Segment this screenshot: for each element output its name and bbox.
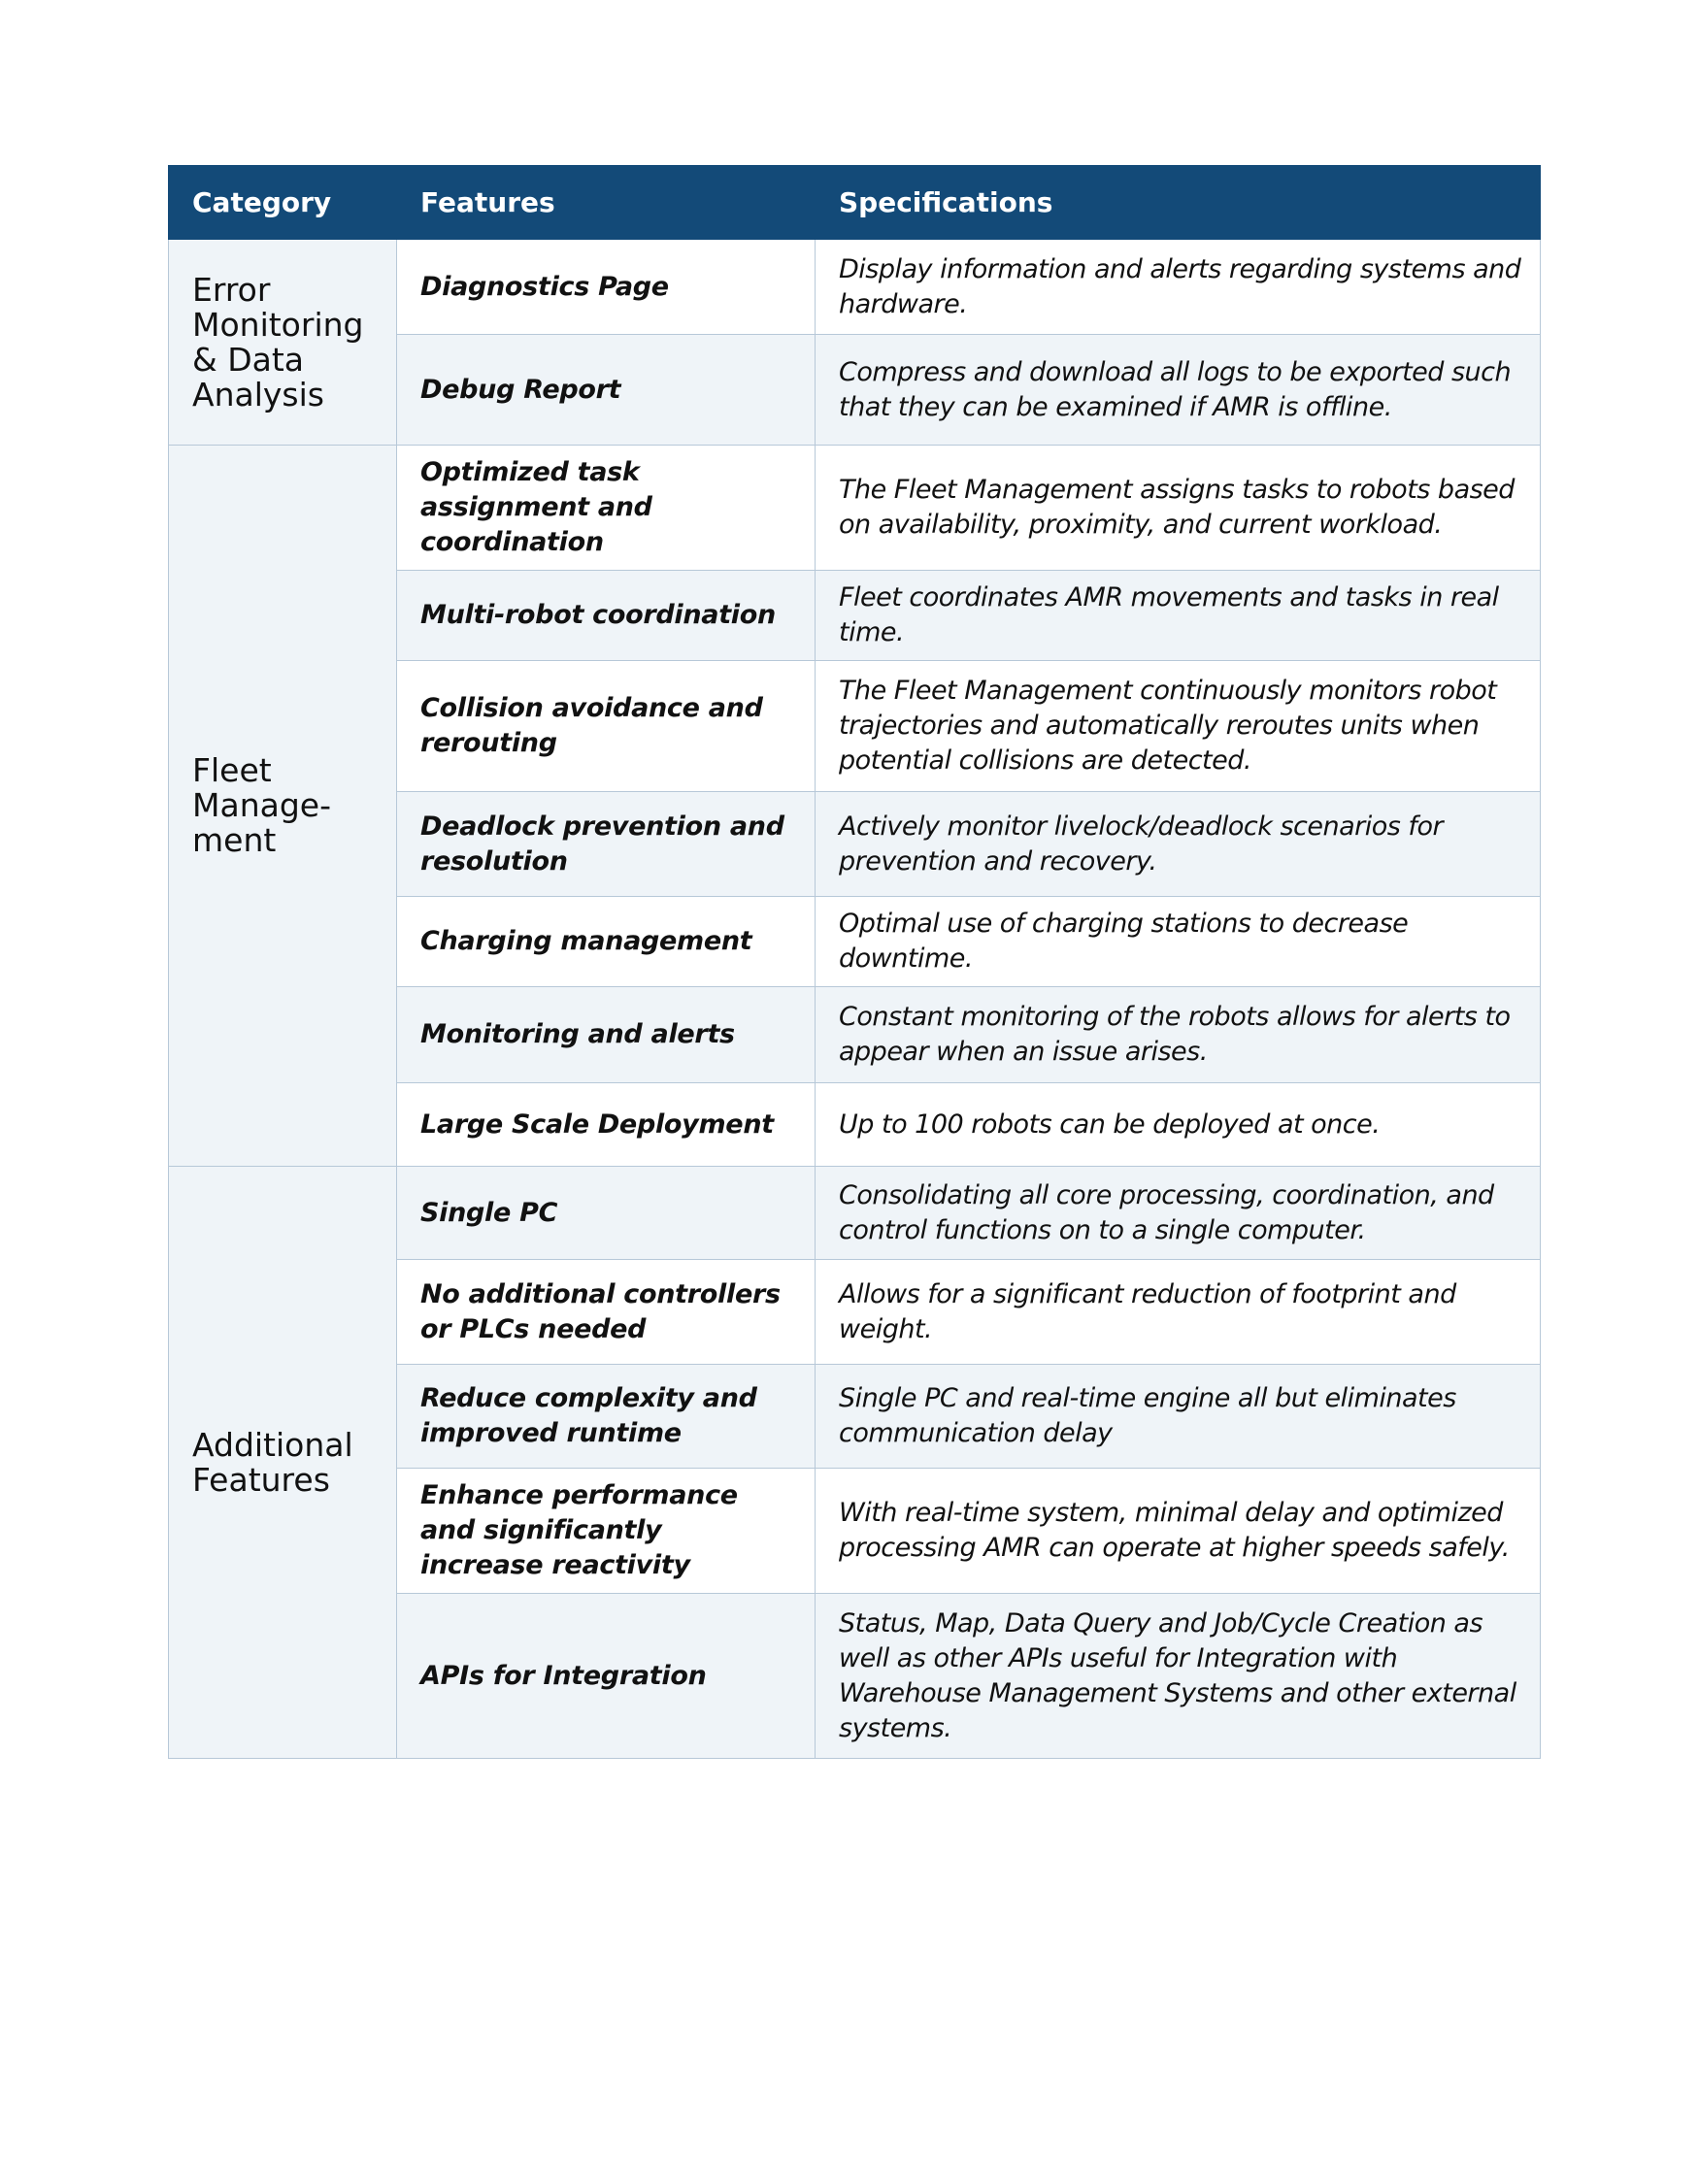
feature-cell: Large Scale Deployment [397,1083,816,1167]
spec-cell: With real-time system, minimal delay and optimized processing AMR can operate at higher speeds safely. [816,1469,1541,1594]
spec-cell: Compress and download all logs to be exported such that they can be examined if AMR is offline. [816,335,1541,446]
spec-cell: Single PC and real-time engine all but eliminates communication delay [816,1365,1541,1469]
header-specifications: Specifications [816,166,1541,240]
category-cell: Error Monitoring & Data Analysis [169,240,397,446]
spec-cell: Allows for a significant reduction of footprint and weight. [816,1260,1541,1365]
table-row [169,240,1541,335]
table-header-row [169,166,1541,240]
feature-cell: Optimized task assignment and coordination [397,446,816,571]
header-features: Features [397,166,816,240]
feature-spec-table [168,165,1541,1759]
feature-cell: Enhance performance and significantly increase reactivity [397,1469,816,1594]
spec-cell: Status, Map, Data Query and Job/Cycle Creation as well as other APIs useful for Integration with Warehouse Management Systems and other external systems. [816,1594,1541,1759]
category-cell: Fleet Manage- ment [169,446,397,1167]
feature-cell: Single PC [397,1167,816,1260]
feature-cell: Multi-robot coordination [397,571,816,661]
spec-cell: Optimal use of charging stations to decrease downtime. [816,897,1541,987]
spec-cell: Actively monitor livelock/deadlock scenarios for prevention and recovery. [816,792,1541,897]
feature-cell: Debug Report [397,335,816,446]
header-category: Category [169,166,397,240]
feature-cell: Charging management [397,897,816,987]
feature-cell: Deadlock prevention and resolution [397,792,816,897]
feature-cell: Reduce complexity and improved runtime [397,1365,816,1469]
feature-cell: Monitoring and alerts [397,987,816,1083]
spec-cell: The Fleet Management assigns tasks to robots based on availability, proximity, and current workload. [816,446,1541,571]
feature-cell: Diagnostics Page [397,240,816,335]
feature-cell: Collision avoidance and rerouting [397,661,816,792]
category-cell: Additional Features [169,1167,397,1759]
spec-cell: Up to 100 robots can be deployed at once. [816,1083,1541,1167]
table-row [169,1167,1541,1260]
table-row [169,446,1541,571]
feature-cell: APIs for Integration [397,1594,816,1759]
feature-cell: No additional controllers or PLCs needed [397,1260,816,1365]
spec-cell: The Fleet Management continuously monitors robot trajectories and automatically reroutes units when potential collisions are detected. [816,661,1541,792]
spec-cell: Consolidating all core processing, coordination, and control functions on to a single computer. [816,1167,1541,1260]
spec-cell: Fleet coordinates AMR movements and tasks in real time. [816,571,1541,661]
spec-cell: Constant monitoring of the robots allows for alerts to appear when an issue arises. [816,987,1541,1083]
spec-cell: Display information and alerts regarding systems and hardware. [816,240,1541,335]
